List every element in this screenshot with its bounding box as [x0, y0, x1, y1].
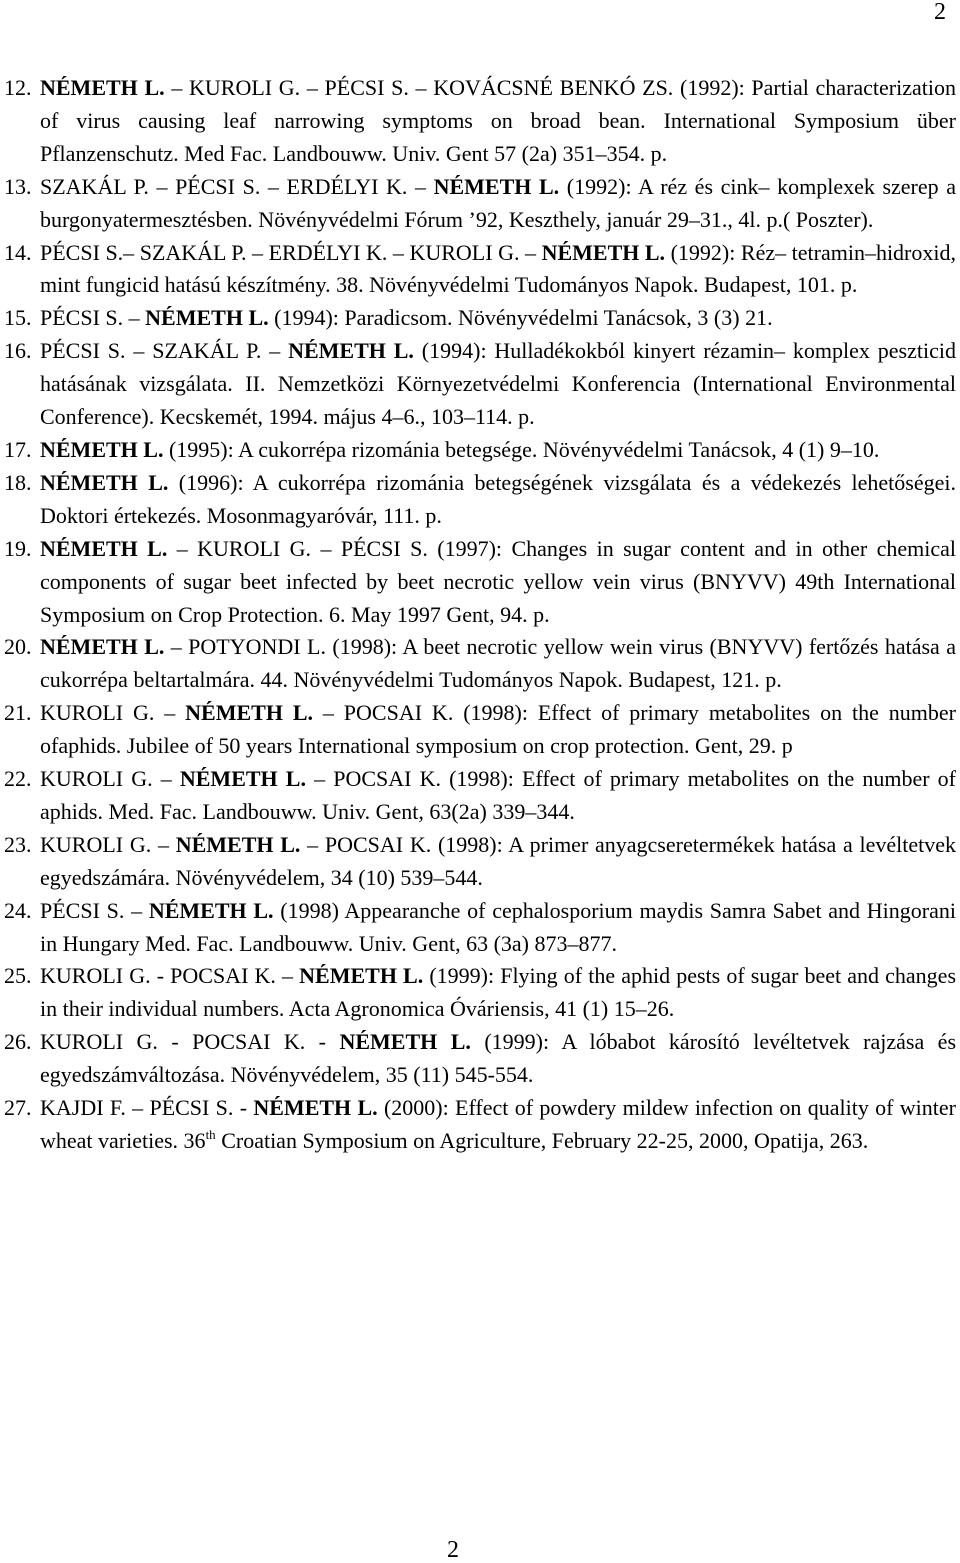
reference-text: KUROLI G. – — [40, 831, 176, 857]
reference-text: (1994): Hulladékokból kinyert rézamin– komplex peszticid hatásának vizsgálata. II. Nemzetközi Környezetvédelmi Konferencia (International Environmental Conference). Kecskemét, 1994. május 4–6., 103–114. p. — [40, 338, 956, 430]
reference-text: (1992): A réz és cink– komplexek szerep a burgonyatermesztésben. Növényvédelmi Fórum ’92, Keszthely, január 29–31., 4l. p.( Poszter). — [40, 173, 956, 232]
reference-entry — [4, 763, 956, 829]
reference-text: PÉCSI S. – — [40, 897, 149, 923]
reference-author-bold: NÉMETH L. — [40, 75, 165, 100]
reference-text: Croatian Symposium on Agriculture, February 22-25, 2000, Opatija, 263. — [215, 1128, 869, 1153]
reference-text: (1999): A lóbabot károsító levéltetvek rajzása és egyedszámváltozása. Növényvédelem, 35 (11) 545-554. — [40, 1029, 957, 1088]
reference-text: – POCSAI K. (1998): Effect of primary metabolites on the number of aphids. Med. Fac. Landbouww. Univ. Gent, 63(2a) 339–344. — [40, 766, 956, 824]
reference-text: KAJDI F. – PÉCSI S. - — [40, 1095, 254, 1121]
reference-author-bold: NÉMETH L. — [40, 436, 164, 462]
reference-text: (1996): A cukorrépa rizománia betegségének vizsgálata és a védekezés lehetőségei. Doktori értekezés. Mosonmagyaróvár, 111. p. — [40, 469, 956, 528]
reference-text: – KUROLI G. – PÉCSI S. (1997): Changes in sugar content and in other chemical components of sugar beet infected by beet necrotic yellow vein virus (BNYVV) 49th International Symposium on Crop Protection. 6. May 1997 Gent, 94. p. — [40, 535, 956, 627]
reference-text: – POTYONDI L. (1998): A beet necrotic yellow wein virus (BNYVV) fertőzés hatása a cukorrépa beltartalmára. 44. Növényvédelmi Tudományos Napok. Budapest, 121. p. — [40, 634, 956, 693]
reference-author-bold: NÉMETH L. — [40, 469, 169, 495]
reference-text: KUROLI G. - POCSAI K. – — [40, 963, 300, 989]
reference-number: 14. — [4, 239, 32, 265]
reference-text: (1994): Paradicsom. Növényvédelmi Tanácsok, 3 (3) 21. — [268, 305, 773, 331]
page-number-bottom: 2 — [447, 1537, 459, 1563]
reference-list — [4, 72, 956, 1158]
reference-author-bold: NÉMETH L. — [40, 634, 165, 660]
reference-number: 27. — [4, 1095, 32, 1121]
reference-text: PÉCSI S. – SZAKÁL P. – — [40, 338, 289, 364]
reference-text: – POCSAI K. (1998): A primer anyagcseretermékek hatása a levéltetvek egyedszámára. Növényvédelem, 34 (10) 539–544. — [40, 831, 956, 890]
reference-number: 24. — [4, 897, 32, 923]
reference-entry — [4, 631, 956, 697]
reference-number: 15. — [4, 305, 32, 331]
reference-text: KUROLI G. – — [40, 700, 186, 726]
reference-text: KUROLI G. - POCSAI K. - — [40, 1029, 340, 1055]
reference-number: 22. — [4, 766, 32, 792]
reference-text: – KUROLI G. – PÉCSI S. – KOVÁCSNÉ BENKÓ ZS. (1992): Partial characterization of virus causing leaf narrowing symptoms on broad bean. International Symposium über Pflanzenschutz. Med Fac. Landbouww. Univ. Gent 57 (2a) 351–354. p. — [40, 75, 956, 166]
reference-entry — [4, 467, 956, 533]
reference-text: (1999): Flying of the aphid pests of sugar beet and changes in their individual numbers. Acta Agronomica Óváriensis, 41 (1) 15–26. — [40, 963, 957, 1022]
reference-author-bold: NÉMETH L. — [433, 173, 560, 199]
reference-text: – POCSAI K. (1998): Effect of primary metabolites on the number ofaphids. Jubilee of 50 years International symposium on crop protection. Gent, 29. p — [40, 700, 956, 759]
reference-text: SZAKÁL P. – PÉCSI S. – ERDÉLYI K. – — [40, 173, 434, 199]
reference-number: 17. — [4, 436, 32, 462]
reference-author-bold: NÉMETH L. — [339, 1029, 471, 1055]
reference-author-bold: NÉMETH L. — [175, 831, 301, 857]
reference-number: 16. — [4, 338, 32, 364]
reference-entry — [4, 237, 956, 303]
reference-text: (1998) Appearanche of cephalosporium maydis Samra Sabet and Hingorani in Hungary Med. Fac. Landbouww. Univ. Gent, 63 (3a) 873–877. — [40, 897, 956, 956]
reference-author-bold: NÉMETH L. — [541, 239, 666, 265]
reference-superscript: th — [205, 1127, 216, 1142]
reference-author-bold: NÉMETH L. — [253, 1095, 378, 1121]
page-number-top: 2 — [934, 0, 946, 25]
reference-text: KUROLI G. – — [40, 766, 180, 792]
reference-author-bold: NÉMETH L. — [40, 535, 168, 561]
reference-number: 25. — [4, 963, 32, 989]
reference-text: (1992): Réz– tetramin–hidroxid, mint fungicid hatású készítmény. 38. Növényvédelmi Tudományos Napok. Budapest, 101. p. — [40, 239, 956, 298]
reference-author-bold: NÉMETH L. — [179, 766, 306, 792]
reference-entry — [4, 302, 956, 335]
reference-number: 18. — [4, 469, 32, 495]
reference-entry — [4, 960, 956, 1026]
reference-entry — [4, 434, 956, 467]
reference-entry — [4, 171, 956, 237]
reference-author-bold: NÉMETH L. — [299, 963, 424, 989]
reference-entry — [4, 335, 956, 434]
reference-number: 21. — [4, 700, 32, 726]
reference-text: PÉCSI S.– SZAKÁL P. – ERDÉLYI K. – KUROLI G. – — [40, 239, 542, 265]
reference-entry — [4, 72, 956, 171]
reference-entry — [4, 895, 956, 961]
reference-author-bold: NÉMETH L. — [148, 897, 274, 923]
reference-author-bold: NÉMETH L. — [288, 338, 414, 364]
reference-number: 23. — [4, 831, 32, 857]
reference-number: 13. — [4, 173, 32, 199]
reference-author-bold: NÉMETH L. — [185, 700, 314, 726]
reference-text: (2000): Effect of powdery mildew infection on quality of winter wheat varieties. 36 — [40, 1095, 956, 1153]
reference-number: 26. — [4, 1029, 32, 1055]
reference-number: 20. — [4, 634, 32, 660]
reference-entry — [4, 1026, 956, 1092]
reference-entry — [4, 1092, 956, 1158]
reference-number: 12. — [4, 75, 32, 100]
reference-entry — [4, 697, 956, 763]
reference-author-bold: NÉMETH L. — [145, 305, 269, 331]
reference-entry — [4, 829, 956, 895]
reference-text: (1995): A cukorrépa rizománia betegsége. Növényvédelmi Tanácsok, 4 (1) 9–10. — [163, 436, 880, 462]
reference-text: PÉCSI S. – — [40, 305, 146, 331]
reference-number: 19. — [4, 535, 32, 561]
reference-entry — [4, 533, 956, 632]
